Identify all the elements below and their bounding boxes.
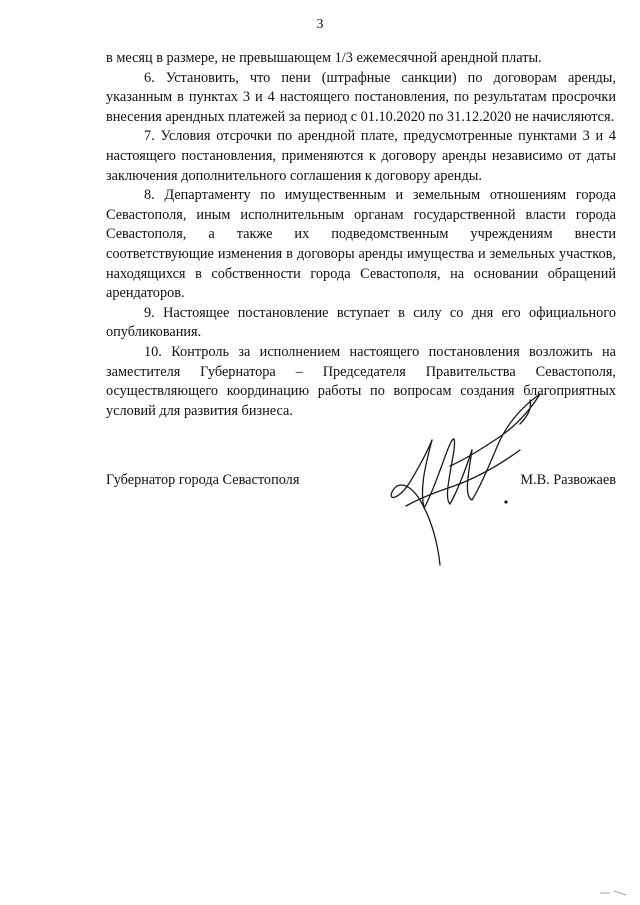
- paragraph-8: 8. Департаменту по имущественным и земельным отношениям города Севастополя, иным исполнительным органам государственной власти города Севастополя, а также их подведомственным учреждениям внести соответствующие изменения в договоры аренды имущества и земельных участков, находящихся в собственности города Севастополя, на основании обращений арендаторов.: [106, 187, 616, 302]
- paragraph-9: 9. Настоящее постановление вступает в силу со дня его официального опубликования.: [106, 304, 616, 341]
- signer-name: М.В. Развожаев: [520, 472, 616, 488]
- paragraph-7: 7. Условия отсрочки по арендной плате, предусмотренные пунктами 3 и 4 настоящего постановления, применяются к договору аренды независимо от даты заключения дополнительного соглашения к договору аренды.: [106, 128, 616, 184]
- paragraph-6: 6. Установить, что пени (штрафные санкции) по договорам аренды, указанным в пунктах 3 и 4 настоящего постановления, по результатам просрочки внесения арендных платежей за период с 01.10.2020 по 31.12.2020 не начисляются.: [106, 69, 616, 125]
- scan-mark: [598, 888, 628, 898]
- paragraph-10: 10. Контроль за исполнением настоящего постановления возложить на заместителя Губернатора – Председателя Правительства Севастополя, осуществляющего координацию работы по вопросам создания благоприятных условий для развития бизнеса.: [106, 343, 616, 419]
- signature-row: [106, 472, 616, 492]
- page-number: 3: [316, 17, 324, 32]
- paragraph-continuation: в месяц в размере, не превышающем 1/3 ежемесячной арендной платы.: [106, 50, 542, 66]
- document-body: [106, 49, 616, 421]
- signer-title: Губернатор города Севастополя: [106, 472, 300, 488]
